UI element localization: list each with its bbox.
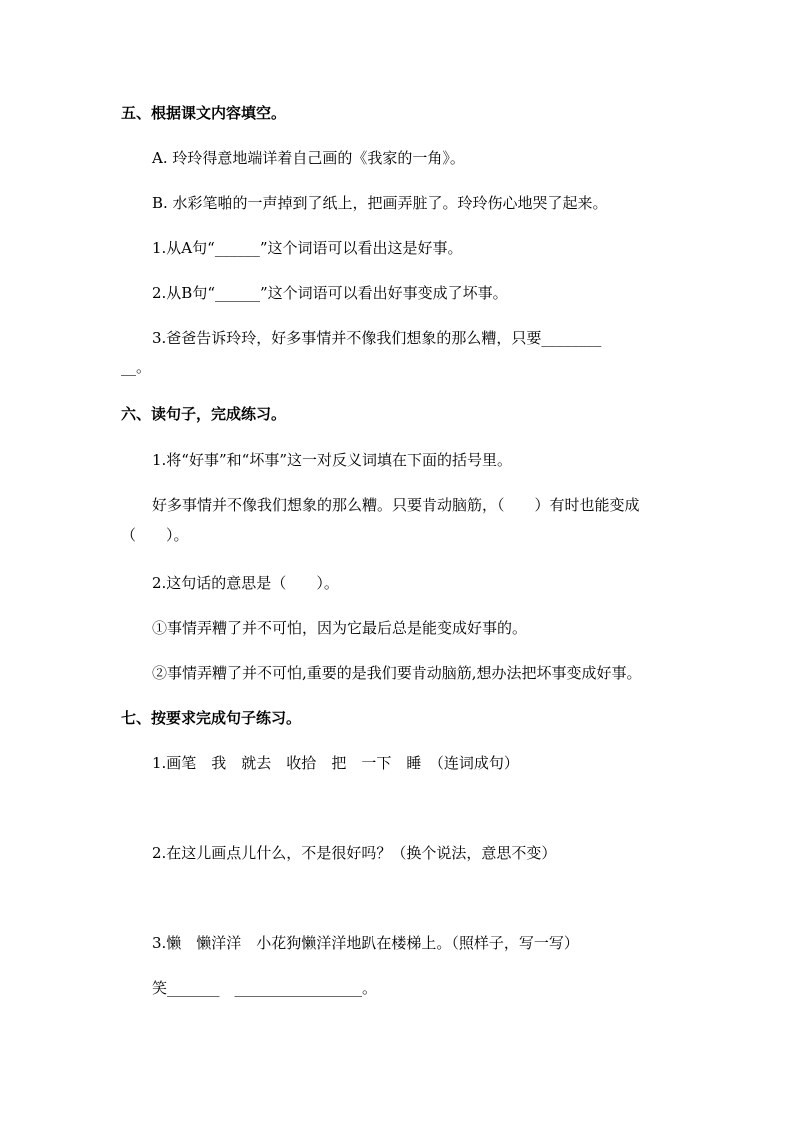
question-6-2: 2.这句话的意思是（ ）。 (152, 574, 339, 592)
section-5-heading: 五、根据课文内容填空。 (121, 104, 287, 122)
option-1: ①事情弄糟了并不可怕，因为它最后总是能变成好事的。 (152, 619, 528, 637)
sentence-a: A. 玲玲得意地端详着自己画的《我家的一角》。 (152, 149, 465, 167)
option-2: ②事情弄糟了并不可怕,重要的是我们要肯动脑筋,想办法把坏事变成好事。 (152, 664, 642, 682)
question-7-2: 2.在这儿画点儿什么，不是很好吗？（换个说法，意思不变） (152, 844, 557, 862)
question-5-3: 3.爸爸告诉玲玲，好多事情并不像我们想象的那么糟，只要________ (152, 329, 602, 347)
question-7-3-answer-line: 笑_______ _________________。 (152, 979, 378, 997)
question-7-1: 1.画笔 我 就去 收拾 把 一下 睡 （连词成句） (152, 754, 519, 772)
sentence-b: B. 水彩笔啪的一声掉到了纸上，把画弄脏了。玲玲伤心地哭了起来。 (152, 194, 608, 212)
question-6-1: 1.将“好事”和“坏事”这一对反义词填在下面的括号里。 (152, 451, 512, 469)
question-5-1: 1.从A句“______”这个词语可以看出这是好事。 (152, 239, 463, 257)
question-7-3: 3.懒 懒洋洋 小花狗懒洋洋地趴在楼梯上。（照样子，写一写） (152, 934, 579, 952)
question-5-3-continuation: __。 (121, 358, 152, 376)
passage-sentence: 好多事情并不像我们想象的那么糟。只要肯动脑筋，（ ）有时也能变成 (152, 496, 640, 514)
section-6-heading: 六、读句子，完成练习。 (121, 405, 287, 423)
passage-sentence-continuation: （ ）。 (121, 526, 189, 544)
section-7-heading: 七、按要求完成句子练习。 (121, 709, 302, 727)
question-5-2: 2.从B句“______”这个词语可以看出好事变成了坏事。 (152, 284, 508, 302)
